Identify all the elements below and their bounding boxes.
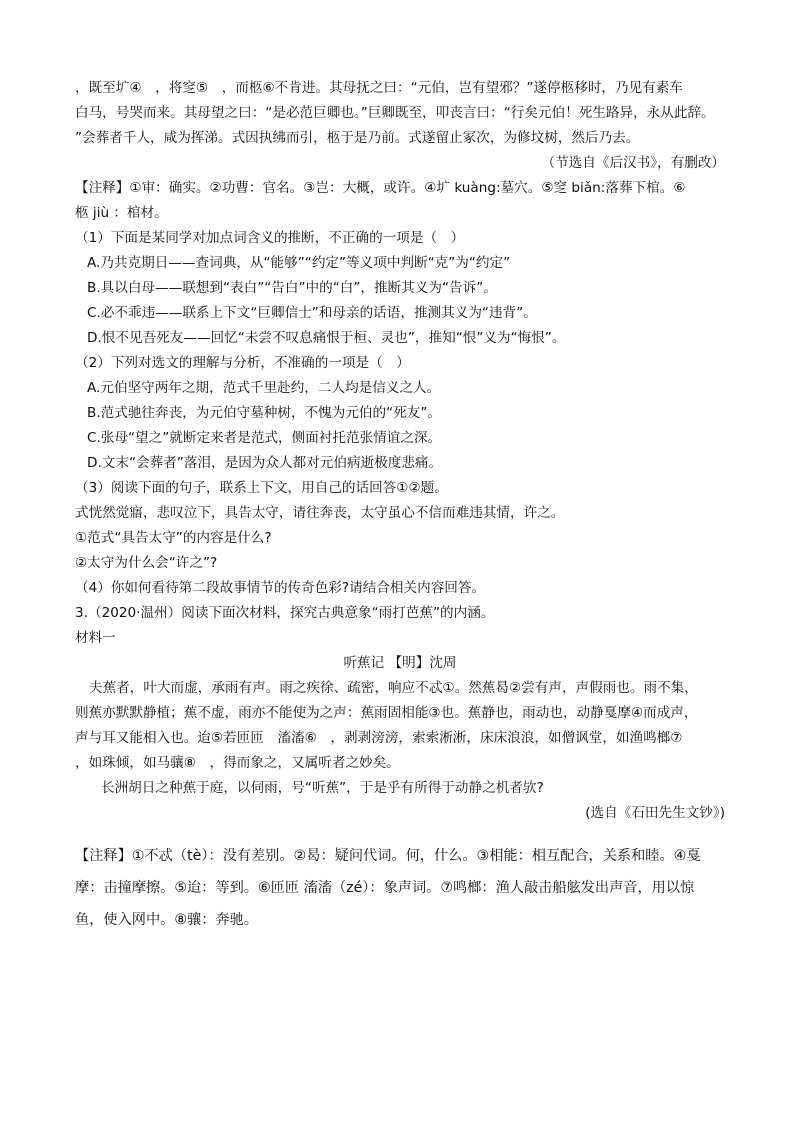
essay-line-2: 则蕉亦默默静植；蕉不虚，雨亦不能使为之声：蕉雨固相能③也。蕉静也，雨动也，动静戛摩④而成声， (75, 705, 698, 721)
passage-line-1: ，既至圹④ ，将窆⑤ ，而柩⑥不肯进。其母抚之曰：“元伯，岂有望邪？”遂停柩移时，乃见有素车 (75, 80, 683, 96)
notes-line-2: 柩 jiù ：棺材。 (75, 205, 168, 221)
notes-line-1: 【注释】①审：确实。②功曹：官名。③岂：大概，或许。④圹 kuàng:墓穴。⑤窆 biǎn:落葬下棺。⑥ (75, 180, 686, 196)
question-3-sub-1: ①范式“具告太守”的内容是什么? (75, 530, 272, 546)
notes2-line-3: 鱼，使入网中。⑧骧：奔驰。 (75, 912, 258, 928)
essay-title: 听蕉记 【明】沈周 (343, 655, 457, 671)
material-label: 材料一 (75, 630, 116, 646)
question-2-option-d: D.文末“会葬者”落泪，是因为众人都对元伯病逝极度悲痛。 (87, 455, 443, 471)
question-1-option-b: B.具以白母——联想到“表白”“告白”中的“白”，推断其义为“告诉”。 (87, 280, 497, 296)
question-3-sentence: 式恍然觉寤，悲叹泣下，具告太守，请往奔丧，太守虽心不信而难违其情，许之。 (75, 505, 565, 521)
question-2-option-b: B.范式驰往奔丧，为元伯守墓种树，不愧为元伯的“死友”。 (87, 405, 441, 421)
question-3-stem: （3）阅读下面的句子，联系上下文，用自己的话回答①②题。 (75, 480, 448, 496)
question-2-option-c: C.张母“望之”就断定来者是范式，侧面衬托范张情谊之深。 (87, 430, 442, 446)
passage-source: （节选自《后汉书》，有删改） (541, 155, 725, 171)
passage-line-3: ”会葬者千人，咸为挥涕。式因执绋而引，柩于是乃前。式遂留止冢次，为修坟树，然后乃去。 (75, 130, 640, 146)
question-1-stem: （1）下面是某同学对加点词含义的推断，不正确的一项是（ ） (75, 230, 465, 246)
question-2-stem: （2）下列对选文的理解与分析，不准确的一项是（ ） (75, 355, 410, 371)
essay-line-5: 长洲胡日之种蕉于庭，以伺雨，号“听蕉”，于是乎有所得于动静之机者欤? (101, 780, 544, 796)
question-1-option-a: A.乃共克期日——查词典，从“能够”“约定”等义项中判断“克”为“约定” (87, 255, 511, 271)
essay-line-1: 夫蕉者，叶大而虚，承雨有声。雨之疾徐、疏密，响应不忒①。然蕉曷②尝有声，声假雨也。雨不集， (89, 680, 698, 696)
question-1-option-d: D.恨不见吾死友——回忆“未尝不叹息痛恨于桓、灵也”，推知“恨”义为“悔恨”。 (87, 330, 566, 346)
question-1-option-c: C.必不乖违——联系上下文“巨卿信士”和母亲的话语，推测其义为“违背”。 (87, 305, 537, 321)
essay-line-3: 声与耳又能相入也。迨⑤若匝匝 滀滀⑥ ，剥剥滂滂，索索淅淅，床床浪浪，如僧讽堂，如渔鸣榔⑦ (75, 730, 683, 746)
notes2-line-1: 【注释】①不忒（tè）：没有差别。②曷：疑问代词。何，什么。③相能：相互配合，关系和睦。④戛 (75, 848, 701, 864)
essay-source: (选自《石田先生文钞》) (585, 805, 725, 821)
question-2-option-a: A.元伯坚守两年之期，范式千里赴约，二人均是信义之人。 (87, 380, 441, 396)
essay-line-4: ，如珠倾，如马骧⑧ ，得而象之，又属听者之妙矣。 (75, 755, 400, 771)
passage-line-2: 白马，号哭而来。其母望之曰：“是必范巨卿也。”巨卿既至，叩丧言曰：“行矣元伯！死生路异，永从此辞。 (75, 105, 715, 121)
main-question-3: 3.（2020·温州）阅读下面次材料，探究古典意象“雨打芭蕉”的内涵。 (75, 605, 495, 621)
notes2-line-2: 摩：击撞摩擦。⑤迨：等到。⑥匝匝 滀滀（zé）：象声词。⑦鸣榔：渔人敲击船舷发出声音，用以惊 (75, 880, 695, 896)
question-4: （4）你如何看待第二段故事情节的传奇色彩?请结合相关内容回答。 (75, 580, 486, 596)
question-3-sub-2: ②太守为什么会“许之”? (75, 555, 218, 571)
